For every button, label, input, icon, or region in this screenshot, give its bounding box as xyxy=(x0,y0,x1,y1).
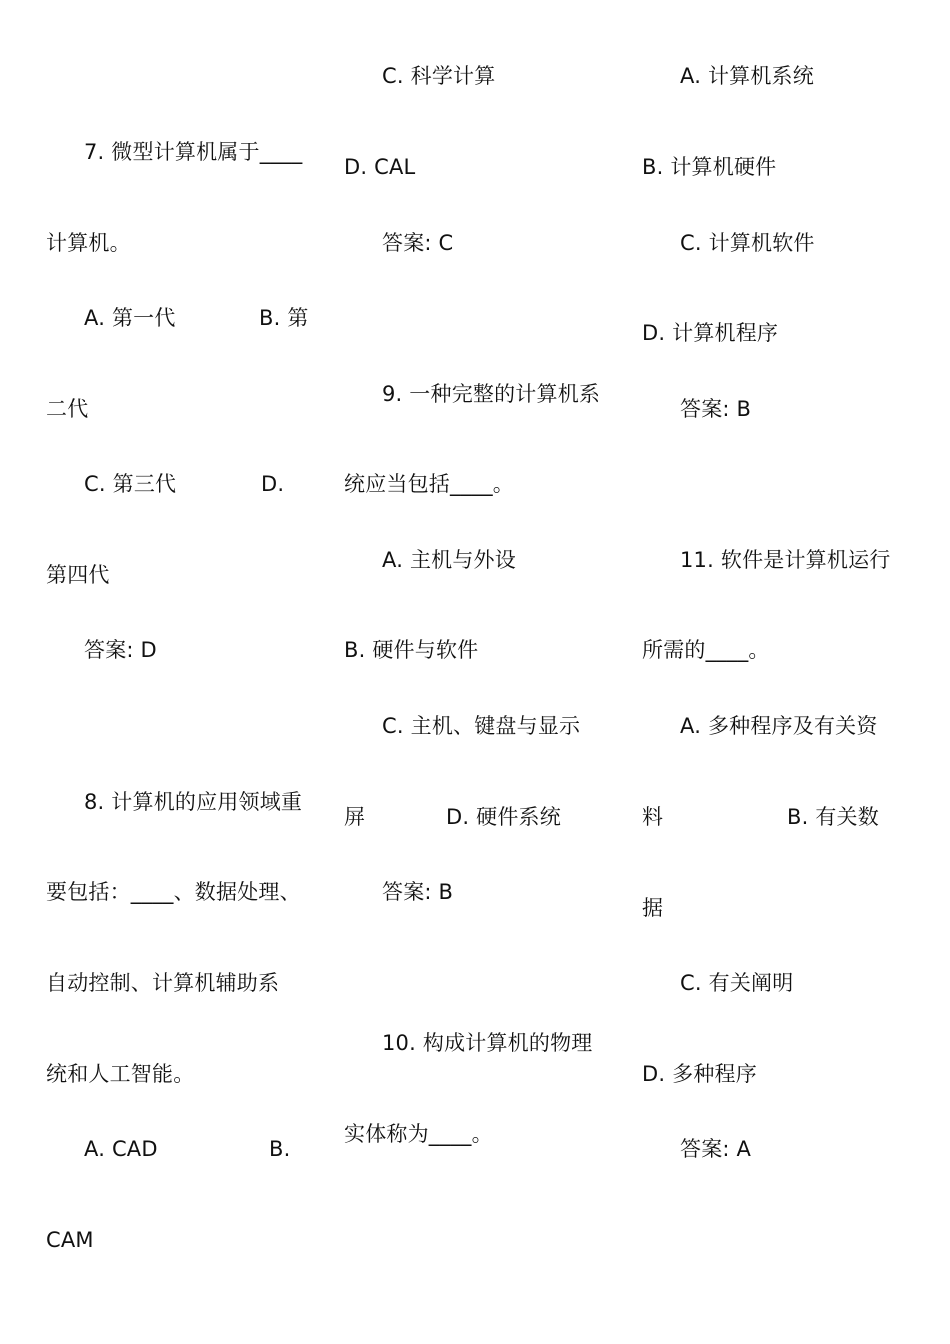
q9-option-a: A. 主机与外设 xyxy=(382,548,516,572)
q11-option-d: D. 多种程序 xyxy=(642,1062,757,1086)
q10-question-line-2: 实体称为____。 xyxy=(344,1122,493,1146)
q11-question-line-1: 11. 软件是计算机运行 xyxy=(680,548,891,572)
q8-option-c: C. 科学计算 xyxy=(382,64,496,88)
q7-option-a: A. 第一代 xyxy=(84,306,176,330)
q7-option-c: C. 第三代 xyxy=(84,472,177,496)
q11-answer: 答案: A xyxy=(680,1137,752,1161)
q8-question-line-3: 自动控制、计算机辅助系 xyxy=(46,971,280,995)
q9-question-line-2: 统应当包括____。 xyxy=(344,472,514,496)
q11-option-b: B. 有关数 xyxy=(787,805,879,829)
q9-option-c: C. 主机、键盘与显示 xyxy=(382,714,581,738)
q10-option-d: D. 计算机程序 xyxy=(642,321,779,345)
q8-option-b-continued: CAM xyxy=(46,1228,94,1252)
q8-option-b: B. xyxy=(269,1137,291,1161)
q8-option-a: A. CAD xyxy=(84,1137,158,1161)
q11-question-line-2: 所需的____。 xyxy=(642,638,770,662)
q10-option-b: B. 计算机硬件 xyxy=(642,155,777,179)
q7-option-d: D. xyxy=(261,472,285,496)
q9-answer: 答案: B xyxy=(382,880,454,904)
q8-answer: 答案: C xyxy=(382,231,454,255)
q9-question-line-1: 9. 一种完整的计算机系 xyxy=(382,382,601,406)
q7-answer: 答案: D xyxy=(84,638,157,662)
q11-option-b-continued: 据 xyxy=(642,896,664,920)
q11-option-c: C. 有关阐明 xyxy=(680,971,794,995)
q7-option-b-continued: 二代 xyxy=(46,397,89,421)
q11-option-a: A. 多种程序及有关资 xyxy=(680,714,878,738)
q9-option-c-continued: 屏 xyxy=(344,805,366,829)
q7-option-b: B. 第 xyxy=(259,306,309,330)
q11-option-a-continued: 料 xyxy=(642,805,664,829)
q8-question-line-1: 8. 计算机的应用领域重 xyxy=(84,790,303,814)
q8-question-line-2: 要包括：____、数据处理、 xyxy=(46,880,301,904)
q10-option-a: A. 计算机系统 xyxy=(680,64,814,88)
q9-option-b: B. 硬件与软件 xyxy=(344,638,479,662)
q10-question-line-1: 10. 构成计算机的物理 xyxy=(382,1031,593,1055)
q8-option-d: D. CAL xyxy=(344,155,416,179)
q7-question-line-1: 7. 微型计算机属于____ xyxy=(84,140,303,164)
q10-answer: 答案: B xyxy=(680,397,752,421)
q9-option-d: D. 硬件系统 xyxy=(446,805,561,829)
q7-option-d-continued: 第四代 xyxy=(46,563,110,587)
q7-question-line-2: 计算机。 xyxy=(46,231,131,255)
q8-question-line-4: 统和人工智能。 xyxy=(46,1062,195,1086)
q10-option-c: C. 计算机软件 xyxy=(680,231,815,255)
